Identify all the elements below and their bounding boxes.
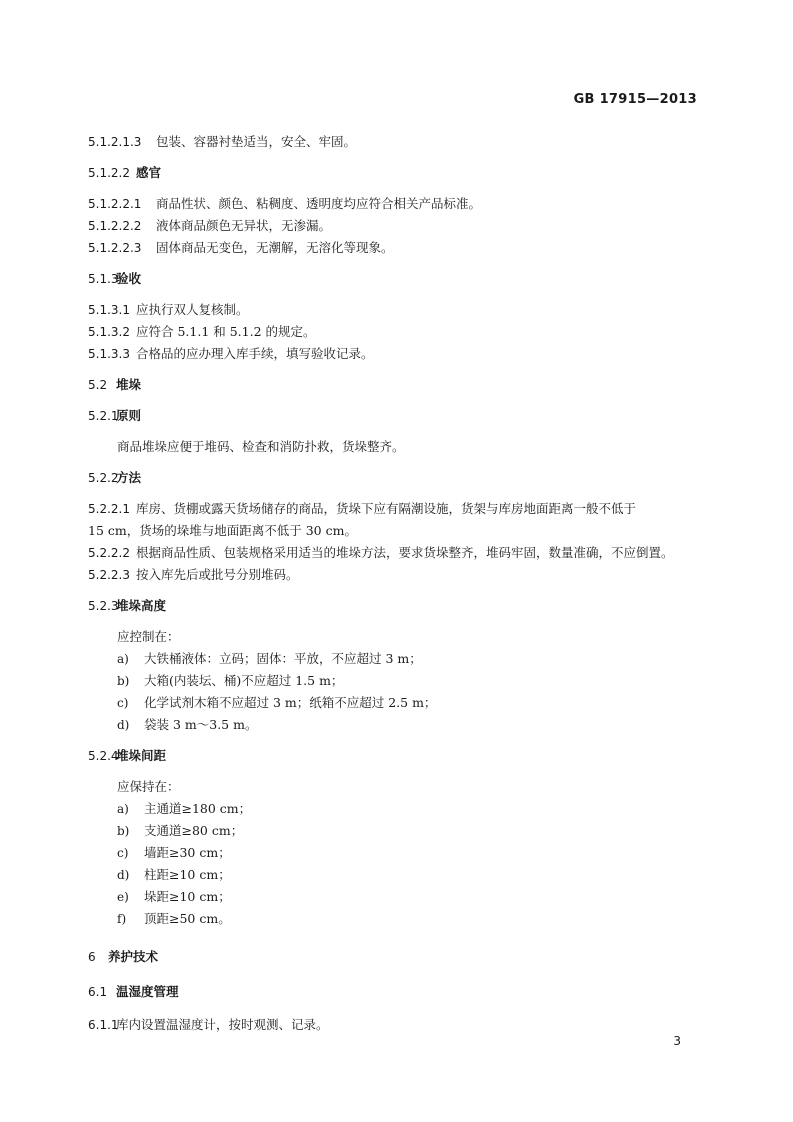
list-item xyxy=(117,695,436,711)
clause-number: 5.1.2.2.2 xyxy=(88,219,142,233)
heading-5-1-3 xyxy=(88,271,141,287)
heading-title: 原则 xyxy=(116,408,142,423)
heading-number: 5.2.1 xyxy=(88,409,119,423)
heading-number: 5.2.2 xyxy=(88,471,119,485)
heading-number: 5.2 xyxy=(88,378,108,392)
heading-5-2-4 xyxy=(88,748,166,764)
clause-text: 库房、货棚或露天货场储存的商品，货垛下应有隔潮设施，货架与库房地面距离一般不低于 xyxy=(136,501,637,516)
heading-number: 5.1.3 xyxy=(88,272,119,286)
list-item-label: a) xyxy=(117,802,129,816)
list-item xyxy=(117,801,251,817)
heading-title: 方法 xyxy=(116,470,142,485)
document-id: GB 17915—2013 xyxy=(573,92,697,107)
list-item xyxy=(117,673,343,689)
clause-number: 5.1.2.1.3 xyxy=(88,135,142,149)
heading-title: 堆垛高度 xyxy=(116,598,167,613)
clause-5-2-2-3 xyxy=(88,567,299,583)
heading-title: 感官 xyxy=(136,165,162,180)
list-item-label: d) xyxy=(117,868,130,882)
list-item xyxy=(117,651,422,667)
list-item-label: b) xyxy=(117,674,130,688)
list-item xyxy=(117,867,231,883)
list-item-text: 化学试剂木箱不应超过 3 m；纸箱不应超过 2.5 m； xyxy=(144,695,437,710)
clause-text: 商品性状、颜色、粘稠度、透明度均应符合相关产品标准。 xyxy=(156,196,482,211)
heading-5-2-3 xyxy=(88,598,166,614)
clause-5-1-3-1 xyxy=(88,302,249,318)
list-item xyxy=(117,911,231,927)
clause-text: 固体商品无变色，无潮解，无溶化等现象。 xyxy=(156,240,394,255)
heading-number: 5.1.2.2 xyxy=(88,166,130,180)
list-item-label: b) xyxy=(117,824,130,838)
clause-number: 5.1.3.2 xyxy=(88,325,130,339)
list-item-text: 大铁桶液体：立码；固体：平放，不应超过 3 m； xyxy=(144,651,422,666)
heading-number: 5.2.4 xyxy=(88,749,119,763)
heading-title: 温湿度管理 xyxy=(116,984,179,999)
list-item-label: c) xyxy=(117,696,129,710)
clause-text: 应执行双人复核制。 xyxy=(136,302,249,317)
list-intro: 应保持在： xyxy=(117,779,180,794)
heading-title: 验收 xyxy=(116,271,142,286)
list-item-text: 柱距≥10 cm； xyxy=(144,867,231,882)
clause-number: 5.1.3.3 xyxy=(88,347,130,361)
clause-5-1-3-3 xyxy=(88,346,374,362)
list-item-text: 顶距≥50 cm。 xyxy=(144,911,231,926)
list-item-label: a) xyxy=(117,652,129,666)
clause-text: 液体商品颜色无异状，无渗漏。 xyxy=(156,218,332,233)
heading-5-2-1 xyxy=(88,408,141,424)
heading-5-1-2-2 xyxy=(88,165,161,181)
clause-5-2-2-2 xyxy=(88,545,674,561)
list-item-text: 大箱(内装坛、桶)不应超过 1.5 m； xyxy=(144,673,344,688)
heading-number: 5.2.3 xyxy=(88,599,119,613)
clause-number: 5.2.2.3 xyxy=(88,568,130,582)
list-item-text: 墙距≥30 cm； xyxy=(144,845,231,860)
clause-text: 按入库先后或批号分别堆码。 xyxy=(136,567,299,582)
clause-5-1-2-1-3 xyxy=(88,134,356,150)
clause-5-2-2-1-continuation: 15 cm，货场的垛堆与地面距离不低于 30 cm。 xyxy=(88,523,357,538)
clause-number: 6.1.1 xyxy=(88,1018,119,1032)
list-item xyxy=(117,845,231,861)
list-item-label: d) xyxy=(117,718,130,732)
page-number: 3 xyxy=(673,1034,681,1048)
heading-5-2 xyxy=(88,377,141,393)
clause-5-2-2-1 xyxy=(88,501,636,517)
clause-text: 根据商品性质、包装规格采用适当的堆垛方法，要求货垛整齐，堆码牢固，数量准确，不应倒置。 xyxy=(136,545,674,560)
list-item xyxy=(117,717,257,733)
clause-text: 包装、容器衬垫适当，安全、牢固。 xyxy=(156,134,357,149)
heading-title: 堆垛 xyxy=(116,377,142,392)
clause-5-1-2-2-2 xyxy=(88,218,331,234)
list-item-text: 支通道≥80 cm； xyxy=(144,823,244,838)
heading-6-1 xyxy=(88,984,179,1000)
clause-5-1-2-2-3 xyxy=(88,240,394,256)
list-item-label: c) xyxy=(117,846,129,860)
list-item xyxy=(117,823,243,839)
heading-number: 6 xyxy=(88,950,96,964)
list-item-text: 袋装 3 m～3.5 m。 xyxy=(144,717,258,732)
list-item-text: 主通道≥180 cm； xyxy=(144,801,252,816)
heading-6 xyxy=(88,949,158,965)
list-item-label: f) xyxy=(117,912,127,926)
list-intro: 应控制在： xyxy=(117,629,180,644)
clause-6-1-1 xyxy=(88,1017,329,1033)
clause-text: 应符合 5.1.1 和 5.1.2 的规定。 xyxy=(136,324,316,339)
heading-5-2-2 xyxy=(88,470,141,486)
list-item-label: e) xyxy=(117,890,129,904)
clause-number: 5.2.2.2 xyxy=(88,546,130,560)
clause-number: 5.1.2.2.1 xyxy=(88,197,142,211)
clause-number: 5.1.3.1 xyxy=(88,303,130,317)
clause-number: 5.1.2.2.3 xyxy=(88,241,142,255)
heading-title: 堆垛间距 xyxy=(116,748,167,763)
heading-title: 养护技术 xyxy=(108,949,159,964)
clause-text: 合格品的应办理入库手续，填写验收记录。 xyxy=(136,346,374,361)
list-item-text: 垛距≥10 cm； xyxy=(144,889,231,904)
clause-number: 5.2.2.1 xyxy=(88,502,130,516)
clause-5-1-3-2 xyxy=(88,324,316,340)
heading-number: 6.1 xyxy=(88,985,108,999)
list-item xyxy=(117,889,231,905)
paragraph-5-2-1: 商品堆垛应便于堆码、检查和消防扑救，货垛整齐。 xyxy=(117,439,405,454)
clause-text: 库内设置温湿度计，按时观测、记录。 xyxy=(116,1017,329,1032)
clause-5-1-2-2-1 xyxy=(88,196,481,212)
